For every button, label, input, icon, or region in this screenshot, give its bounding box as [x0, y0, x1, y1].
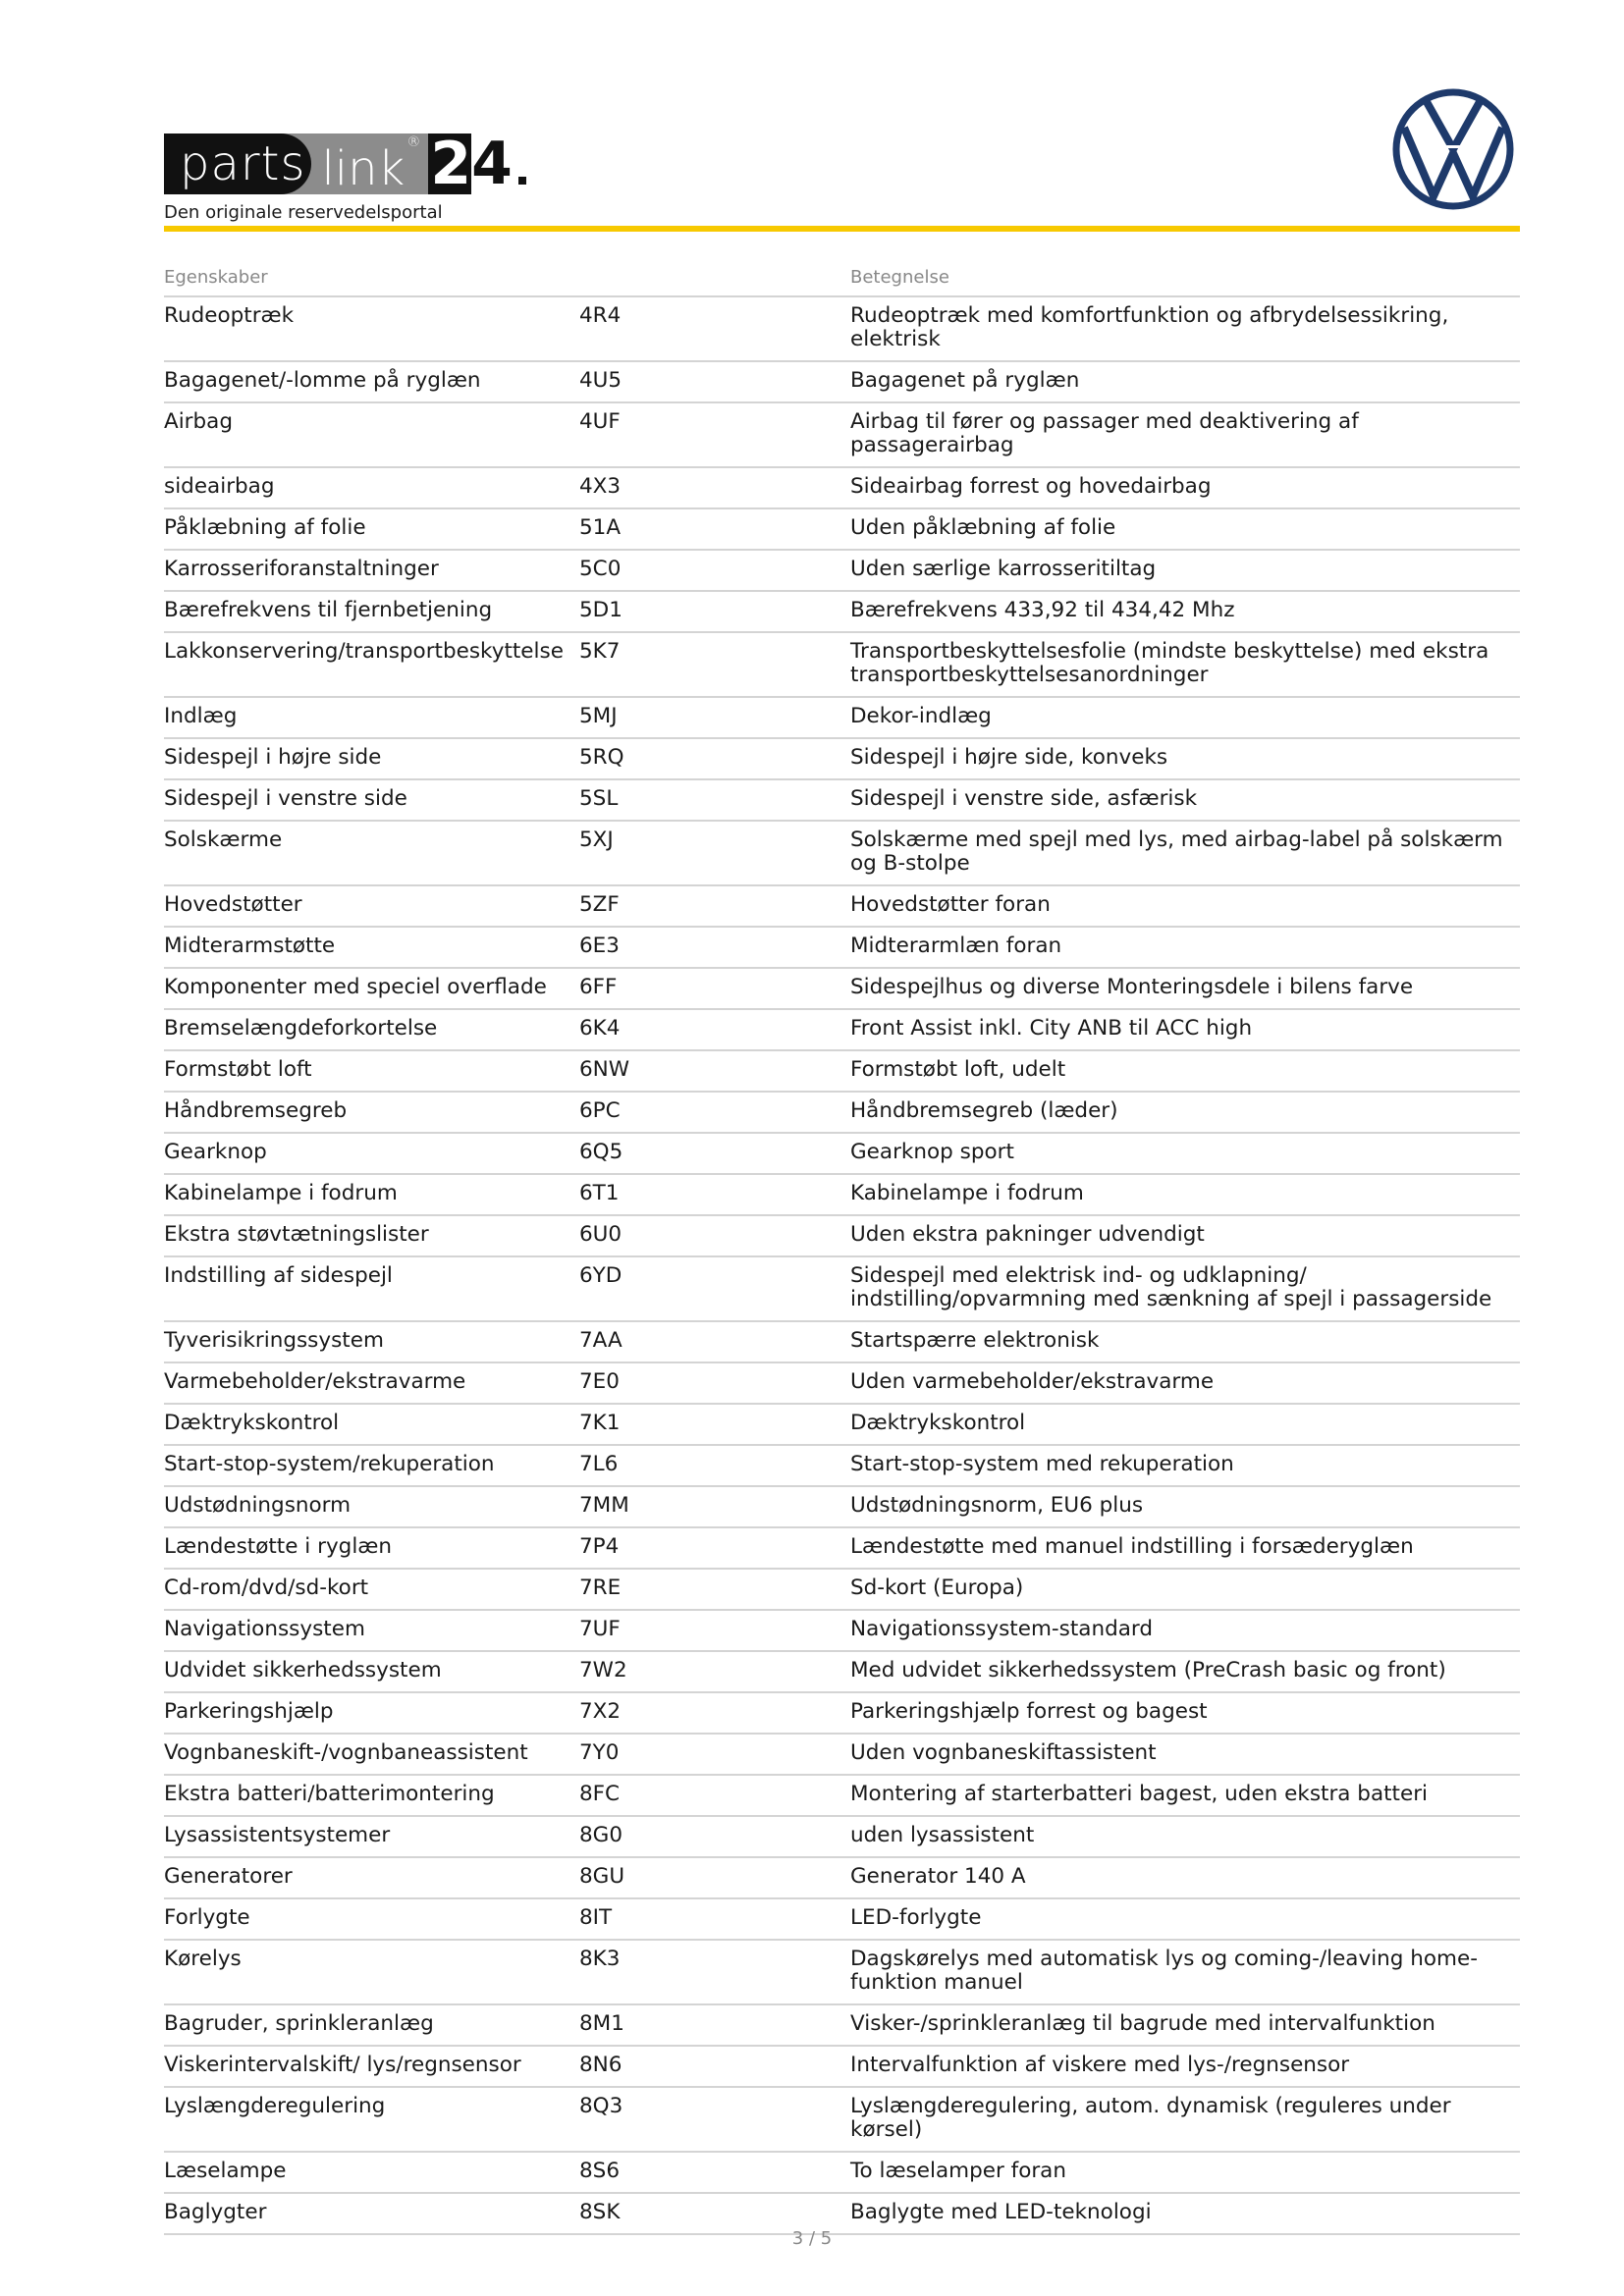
cell-code: 8M1: [579, 2004, 850, 2046]
cell-description: Baglygte med LED-teknologi: [850, 2193, 1520, 2234]
cell-code: 6FF: [579, 968, 850, 1009]
cell-property: Midterarmstøtte: [164, 927, 579, 968]
partslink24-logo-block: [164, 130, 526, 223]
cell-code: 7MM: [579, 1486, 850, 1527]
table-row: [164, 1816, 1520, 1857]
cell-property: Viskerintervalskift/ lys/regnsensor: [164, 2046, 579, 2087]
cell-description: To læselamper foran: [850, 2152, 1520, 2193]
table-row: [164, 2152, 1520, 2193]
cell-code: 7L6: [579, 1445, 850, 1486]
cell-description: Start-stop-system med rekuperation: [850, 1445, 1520, 1486]
cell-property: Kørelys: [164, 1940, 579, 2004]
table-row: [164, 1940, 1520, 2004]
cell-description: uden lysassistent: [850, 1816, 1520, 1857]
cell-property: Navigationssystem: [164, 1610, 579, 1651]
cell-description: Sidespejl med elektrisk ind- og udklapning/ indstilling/opvarmning med sænkning af spejl i passagerside: [850, 1256, 1520, 1321]
cell-description: Formstøbt loft, udelt: [850, 1050, 1520, 1092]
table-row: [164, 1486, 1520, 1527]
cell-property: Lakkonservering/transportbeskyttelse: [164, 632, 579, 697]
cell-property: Udstødningsnorm: [164, 1486, 579, 1527]
cell-code: 5ZF: [579, 885, 850, 927]
cell-code: 6E3: [579, 927, 850, 968]
table-row: [164, 1898, 1520, 1940]
cell-property: Start-stop-system/rekuperation: [164, 1445, 579, 1486]
table-row: [164, 1404, 1520, 1445]
table-row: [164, 2046, 1520, 2087]
cell-property: Formstøbt loft: [164, 1050, 579, 1092]
table-row: [164, 1215, 1520, 1256]
table-row: [164, 1050, 1520, 1092]
header-description: Betegnelse: [850, 263, 1520, 296]
cell-description: Montering af starterbatteri bagest, uden ekstra batteri: [850, 1775, 1520, 1816]
cell-code: 5SL: [579, 779, 850, 821]
cell-property: Kabinelampe i fodrum: [164, 1174, 579, 1215]
table-row: [164, 1775, 1520, 1816]
cell-property: Gearknop: [164, 1133, 579, 1174]
cell-code: 8IT: [579, 1898, 850, 1940]
table-row: [164, 779, 1520, 821]
cell-property: Tyverisikringssystem: [164, 1321, 579, 1362]
cell-property: Vognbaneskift-/vognbaneassistent: [164, 1734, 579, 1775]
table-row: [164, 1321, 1520, 1362]
table-row: [164, 1362, 1520, 1404]
table-row: [164, 467, 1520, 508]
table-row: [164, 927, 1520, 968]
header-properties: Egenskaber: [164, 263, 579, 296]
cell-description: Airbag til fører og passager med deaktivering af passagerairbag: [850, 402, 1520, 467]
cell-description: Kabinelampe i fodrum: [850, 1174, 1520, 1215]
cell-code: 51A: [579, 508, 850, 550]
cell-property: Håndbremsegreb: [164, 1092, 579, 1133]
cell-property: Indstilling af sidespejl: [164, 1256, 579, 1321]
cell-property: sideairbag: [164, 467, 579, 508]
cell-description: Intervalfunktion af viskere med lys-/regnsensor: [850, 2046, 1520, 2087]
cell-property: Lændestøtte i ryglæn: [164, 1527, 579, 1569]
cell-code: 6K4: [579, 1009, 850, 1050]
table-row: [164, 1009, 1520, 1050]
table-row: [164, 1569, 1520, 1610]
cell-description: Startspærre elektronisk: [850, 1321, 1520, 1362]
cell-description: Sideairbag forrest og hovedairbag: [850, 467, 1520, 508]
cell-code: 6NW: [579, 1050, 850, 1092]
cell-code: 8S6: [579, 2152, 850, 2193]
cell-code: 8Q3: [579, 2087, 850, 2152]
cell-description: Lændestøtte med manuel indstilling i forsæderyglæn: [850, 1527, 1520, 1569]
cell-code: 8G0: [579, 1816, 850, 1857]
cell-description: Navigationssystem-standard: [850, 1610, 1520, 1651]
logo-24-segment: 24: [430, 130, 513, 198]
header-code: [579, 263, 850, 296]
cell-property: Sidespejl i højre side: [164, 738, 579, 779]
table-row: [164, 1692, 1520, 1734]
cell-code: 4U5: [579, 361, 850, 402]
cell-code: 7X2: [579, 1692, 850, 1734]
table-row: [164, 738, 1520, 779]
cell-property: Læselampe: [164, 2152, 579, 2193]
cell-description: Håndbremsegreb (læder): [850, 1092, 1520, 1133]
header-accent-bar: [164, 226, 1520, 232]
table-row: [164, 885, 1520, 927]
cell-code: 7W2: [579, 1651, 850, 1692]
cell-code: 4UF: [579, 402, 850, 467]
cell-code: 7RE: [579, 1569, 850, 1610]
cell-code: 5K7: [579, 632, 850, 697]
cell-description: Bagagenet på ryglæn: [850, 361, 1520, 402]
cell-property: Rudeoptræk: [164, 296, 579, 361]
cell-property: Hovedstøtter: [164, 885, 579, 927]
cell-property: Komponenter med speciel overflade: [164, 968, 579, 1009]
logo-link-segment: link ®: [282, 133, 428, 194]
cell-description: Med udvidet sikkerhedssystem (PreCrash basic og front): [850, 1651, 1520, 1692]
cell-description: Dæktrykskontrol: [850, 1404, 1520, 1445]
cell-property: Ekstra batteri/batterimontering: [164, 1775, 579, 1816]
table-row: [164, 1527, 1520, 1569]
table-row: [164, 1445, 1520, 1486]
cell-code: 8GU: [579, 1857, 850, 1898]
cell-description: Dekor-indlæg: [850, 697, 1520, 738]
cell-description: Udstødningsnorm, EU6 plus: [850, 1486, 1520, 1527]
cell-property: Indlæg: [164, 697, 579, 738]
table-row: [164, 1857, 1520, 1898]
cell-code: 7E0: [579, 1362, 850, 1404]
cell-code: 8SK: [579, 2193, 850, 2234]
table-row: [164, 821, 1520, 885]
table-row: [164, 296, 1520, 361]
cell-description: Visker-/sprinkleranlæg til bagrude med intervalfunktion: [850, 2004, 1520, 2046]
cell-code: 5C0: [579, 550, 850, 591]
cell-code: 8K3: [579, 1940, 850, 2004]
table-row: [164, 1734, 1520, 1775]
cell-property: Ekstra støvtætningslister: [164, 1215, 579, 1256]
cell-description: LED-forlygte: [850, 1898, 1520, 1940]
cell-code: 5MJ: [579, 697, 850, 738]
table-row: [164, 1133, 1520, 1174]
cell-code: 5D1: [579, 591, 850, 632]
cell-code: 6T1: [579, 1174, 850, 1215]
cell-property: Baglygter: [164, 2193, 579, 2234]
cell-property: Cd-rom/dvd/sd-kort: [164, 1569, 579, 1610]
cell-property: Varmebeholder/ekstravarme: [164, 1362, 579, 1404]
cell-code: 4R4: [579, 296, 850, 361]
cell-property: Airbag: [164, 402, 579, 467]
cell-code: 7K1: [579, 1404, 850, 1445]
cell-code: 6Q5: [579, 1133, 850, 1174]
table-row: [164, 968, 1520, 1009]
table-row: [164, 2087, 1520, 2152]
cell-property: Bagagenet/-lomme på ryglæn: [164, 361, 579, 402]
cell-description: Solskærme med spejl med lys, med airbag-label på solskærm og B-stolpe: [850, 821, 1520, 885]
cell-description: Bærefrekvens 433,92 til 434,42 Mhz: [850, 591, 1520, 632]
table-row: [164, 632, 1520, 697]
cell-property: Lyslængderegulering: [164, 2087, 579, 2152]
page-indicator: 3 / 5: [791, 2228, 833, 2249]
cell-property: Parkeringshjælp: [164, 1692, 579, 1734]
logo-dot: [518, 177, 526, 185]
cell-description: Transportbeskyttelsesfolie (mindste beskyttelse) med ekstra transportbeskyttelsesanordninger: [850, 632, 1520, 697]
cell-property: Bagruder, sprinkleranlæg: [164, 2004, 579, 2046]
cell-description: Parkeringshjælp forrest og bagest: [850, 1692, 1520, 1734]
tagline: Den originale reservedelsportal: [164, 202, 443, 223]
table-row: [164, 1174, 1520, 1215]
equipment-properties-table: [164, 263, 1520, 2235]
cell-description: Sidespejl i højre side, konveks: [850, 738, 1520, 779]
cell-property: Bærefrekvens til fjernbetjening: [164, 591, 579, 632]
cell-description: Rudeoptræk med komfortfunktion og afbrydelsessikring, elektrisk: [850, 296, 1520, 361]
cell-description: Midterarmlæn foran: [850, 927, 1520, 968]
cell-code: 6YD: [579, 1256, 850, 1321]
table-row: [164, 508, 1520, 550]
cell-description: Uden ekstra pakninger udvendigt: [850, 1215, 1520, 1256]
cell-property: Dæktrykskontrol: [164, 1404, 579, 1445]
cell-description: Hovedstøtter foran: [850, 885, 1520, 927]
cell-description: Sd-kort (Europa): [850, 1569, 1520, 1610]
cell-code: 5XJ: [579, 821, 850, 885]
cell-code: 8N6: [579, 2046, 850, 2087]
cell-code: 7UF: [579, 1610, 850, 1651]
cell-description: Uden påklæbning af folie: [850, 508, 1520, 550]
table-row: [164, 1651, 1520, 1692]
table-row: [164, 697, 1520, 738]
cell-code: 8FC: [579, 1775, 850, 1816]
table-header-row: [164, 263, 1520, 296]
cell-description: Sidespejlhus og diverse Monteringsdele i bilens farve: [850, 968, 1520, 1009]
cell-description: Generator 140 A: [850, 1857, 1520, 1898]
table-body: [164, 296, 1520, 2234]
cell-code: 7AA: [579, 1321, 850, 1362]
cell-property: Udvidet sikkerhedssystem: [164, 1651, 579, 1692]
cell-code: 5RQ: [579, 738, 850, 779]
cell-property: Solskærme: [164, 821, 579, 885]
table-row: [164, 361, 1520, 402]
table-row: [164, 1610, 1520, 1651]
cell-description: Uden varmebeholder/ekstravarme: [850, 1362, 1520, 1404]
table-row: [164, 591, 1520, 632]
cell-description: Uden vognbaneskiftassistent: [850, 1734, 1520, 1775]
cell-code: 7P4: [579, 1527, 850, 1569]
table-row: [164, 2004, 1520, 2046]
cell-property: Påklæbning af folie: [164, 508, 579, 550]
cell-code: 6U0: [579, 1215, 850, 1256]
cell-property: Karrosseriforanstaltninger: [164, 550, 579, 591]
vw-logo-icon: [1390, 86, 1516, 212]
cell-code: 4X3: [579, 467, 850, 508]
cell-description: Lyslængderegulering, autom. dynamisk (reguleres under kørsel): [850, 2087, 1520, 2152]
table-row: [164, 1092, 1520, 1133]
table-row: [164, 1256, 1520, 1321]
cell-property: Generatorer: [164, 1857, 579, 1898]
cell-property: Lysassistentsystemer: [164, 1816, 579, 1857]
cell-code: 7Y0: [579, 1734, 850, 1775]
cell-property: Sidespejl i venstre side: [164, 779, 579, 821]
cell-code: 6PC: [579, 1092, 850, 1133]
cell-property: Bremselængdeforkortelse: [164, 1009, 579, 1050]
cell-description: Sidespejl i venstre side, asfærisk: [850, 779, 1520, 821]
cell-property: Forlygte: [164, 1898, 579, 1940]
table-row: [164, 550, 1520, 591]
cell-description: Front Assist inkl. City ANB til ACC high: [850, 1009, 1520, 1050]
logo-parts-segment: parts: [164, 133, 311, 194]
partslink24-logo: [164, 130, 526, 198]
table-row: [164, 402, 1520, 467]
cell-description: Dagskørelys med automatisk lys og coming-/leaving home-funktion manuel: [850, 1940, 1520, 2004]
cell-description: Gearknop sport: [850, 1133, 1520, 1174]
cell-description: Uden særlige karrosseritiltag: [850, 550, 1520, 591]
